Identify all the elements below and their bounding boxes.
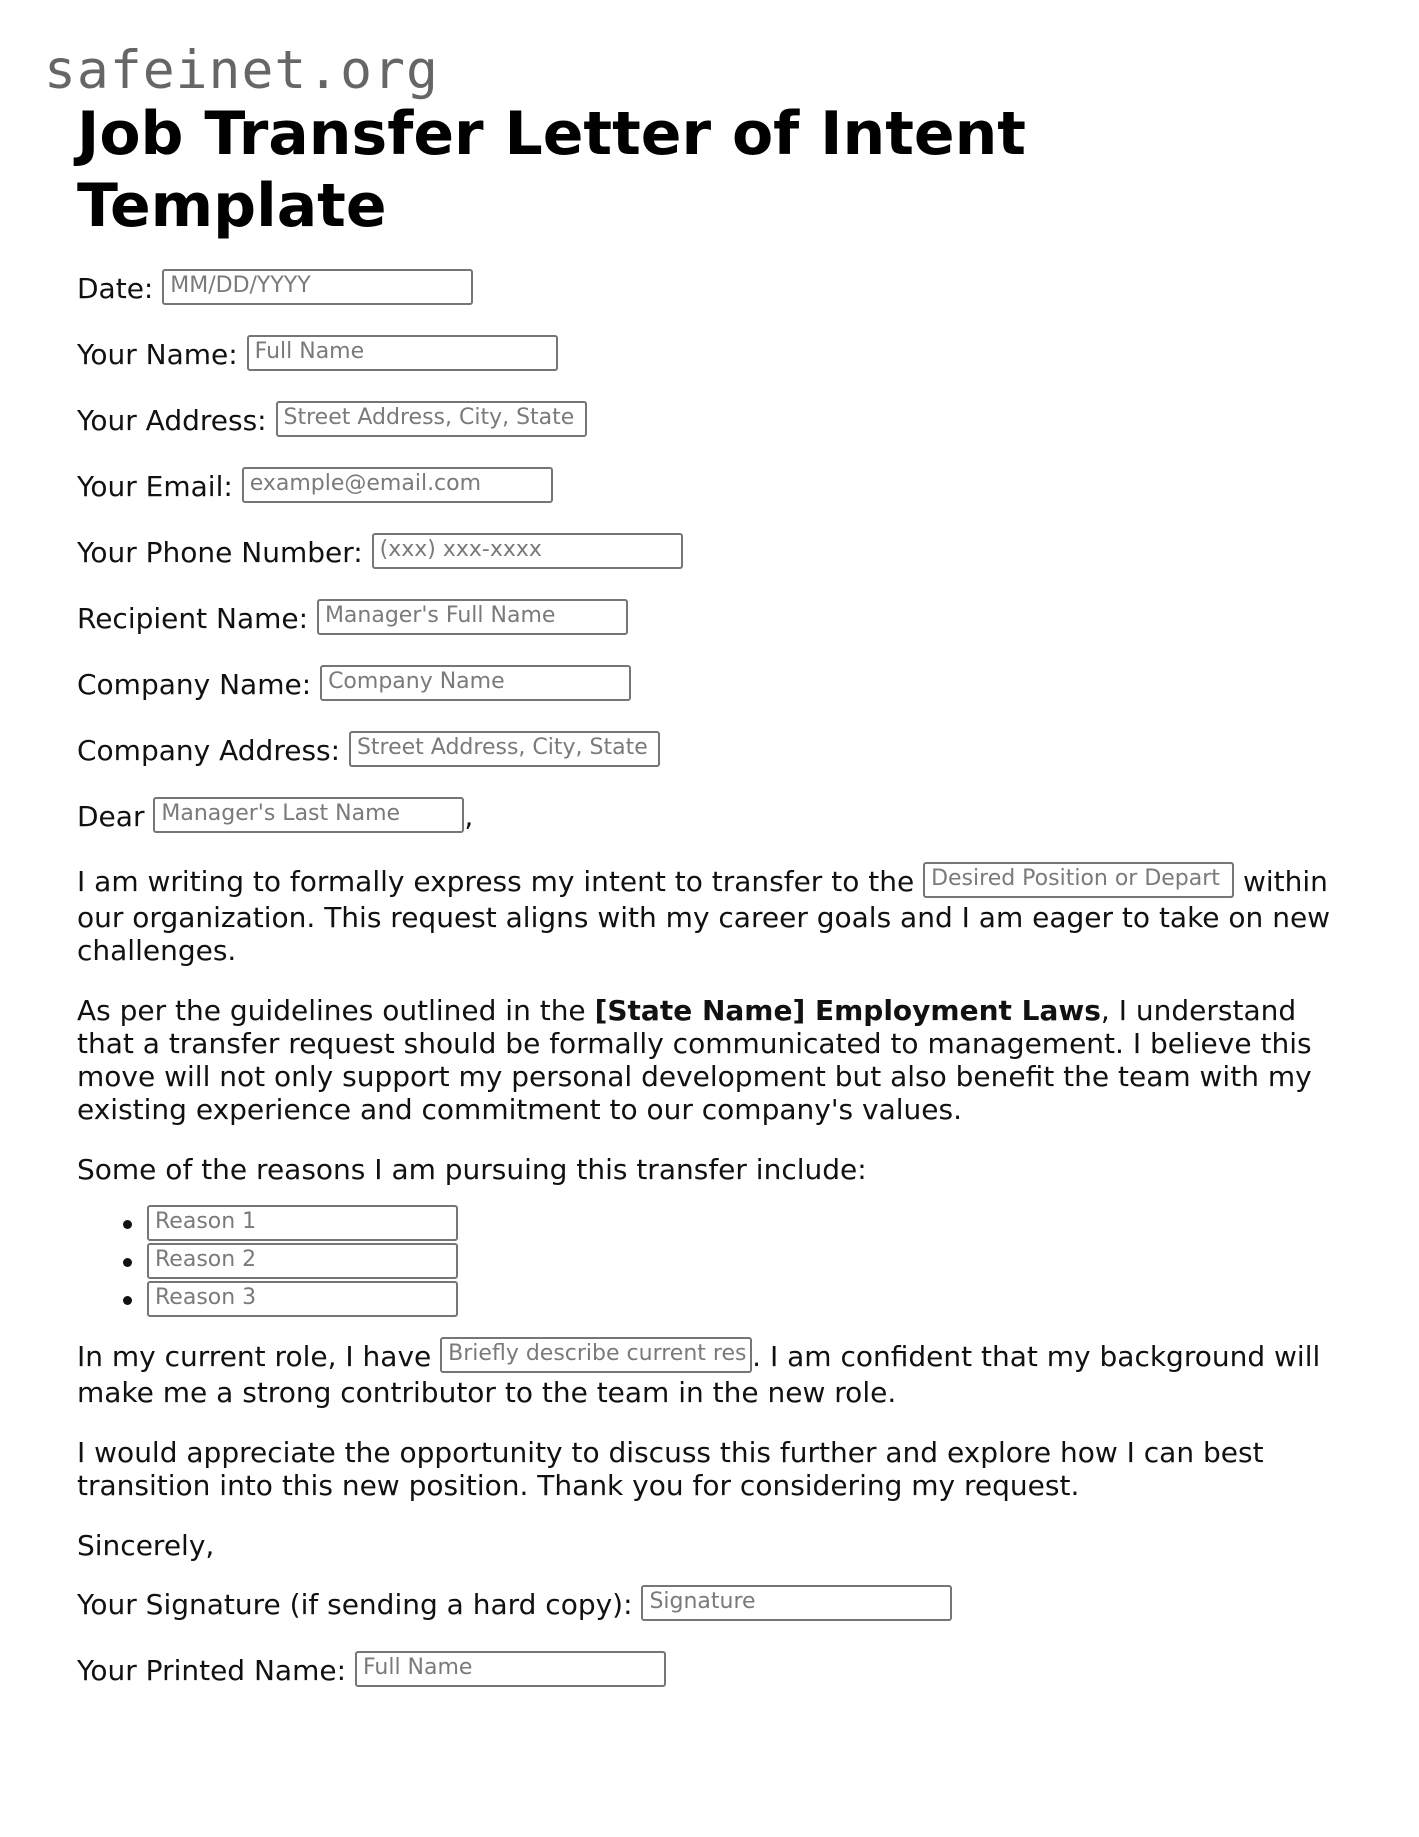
letter-page	[77, 98, 1347, 1690]
reasons-intro: Some of the reasons I am pursuing this transfer include:	[77, 1153, 867, 1186]
your-phone-row	[77, 536, 1347, 572]
company-name-row	[77, 668, 1347, 704]
page-title: Job Transfer Letter of Intent Template	[77, 99, 1026, 241]
your-address-row	[77, 404, 1347, 440]
date-label: Date:	[77, 272, 154, 305]
date-row	[77, 272, 1347, 308]
guidelines-text-before: As per the guidelines outlined in the	[77, 994, 586, 1027]
your-address-input[interactable]: Street Address, City, State	[276, 401, 587, 437]
your-name-input[interactable]: Full Name	[247, 335, 558, 371]
recipient-name-row	[77, 602, 1347, 638]
recipient-name-input[interactable]: Manager's Full Name	[317, 599, 628, 635]
company-address-label: Company Address:	[77, 734, 341, 767]
appreciation-paragraph: I would appreciate the opportunity to discuss this further and explore how I can best transition into this new position. Thank you for considering my request.	[77, 1436, 1264, 1502]
your-email-label: Your Email:	[77, 470, 233, 503]
reason-item	[147, 1205, 1347, 1243]
intent-text-before: I am writing to formally express my intent to transfer to the	[77, 865, 915, 898]
reason-2-input[interactable]: Reason 2	[147, 1243, 458, 1279]
company-name-label: Company Name:	[77, 668, 312, 701]
your-email-row	[77, 470, 1347, 506]
salutation-row	[77, 800, 1347, 836]
your-email-input[interactable]: example@email.com	[242, 467, 553, 503]
guidelines-paragraph	[77, 994, 1347, 1126]
state-laws-reference: [State Name] Employment Laws	[594, 994, 1101, 1027]
watermark: safeinet.org	[44, 40, 439, 101]
printed-name-input[interactable]: Full Name	[355, 1651, 666, 1687]
manager-last-name-input[interactable]: Manager's Last Name	[153, 797, 464, 833]
intent-paragraph	[77, 865, 1347, 967]
company-address-row	[77, 734, 1347, 770]
company-name-input[interactable]: Company Name	[320, 665, 631, 701]
current-responsibilities-input[interactable]: Briefly describe current res	[440, 1337, 752, 1373]
guidelines-text-after: , I understand that a transfer request should be formally communicated to management. I believe this move will not only support my personal development but also benefit the team with my existing experience and commitment to our company's values.	[77, 994, 1312, 1126]
current-role-paragraph	[77, 1340, 1347, 1409]
your-name-label: Your Name:	[77, 338, 238, 371]
date-input[interactable]: MM/DD/YYYY	[162, 269, 473, 305]
reasons-list	[77, 1205, 1347, 1319]
printed-name-row	[77, 1654, 1347, 1690]
current-role-text-before: In my current role, I have	[77, 1340, 432, 1373]
salutation-prefix: Dear	[77, 800, 145, 833]
current-role-text-after: . I am confident that my background will make me a strong contributor to the team in the new role.	[77, 1340, 1321, 1409]
your-address-label: Your Address:	[77, 404, 267, 437]
your-name-row	[77, 338, 1347, 374]
reason-3-input[interactable]: Reason 3	[147, 1281, 458, 1317]
your-phone-label: Your Phone Number:	[77, 536, 363, 569]
company-address-input[interactable]: Street Address, City, State	[349, 731, 660, 767]
recipient-name-label: Recipient Name:	[77, 602, 309, 635]
desired-position-input[interactable]: Desired Position or Depart	[923, 862, 1234, 898]
your-phone-input[interactable]: (xxx) xxx-xxxx	[372, 533, 683, 569]
printed-name-label: Your Printed Name:	[77, 1654, 347, 1687]
salutation-suffix: ,	[464, 800, 474, 833]
signature-row	[77, 1588, 1347, 1624]
signature-input[interactable]: Signature	[641, 1585, 952, 1621]
reason-item	[147, 1281, 1347, 1319]
closing: Sincerely,	[77, 1529, 215, 1562]
reason-item	[147, 1243, 1347, 1281]
reason-1-input[interactable]: Reason 1	[147, 1205, 458, 1241]
signature-label: Your Signature (if sending a hard copy):	[77, 1588, 633, 1621]
intent-text-after: within our organization. This request aligns with my career goals and I am eager to take on new challenges.	[77, 865, 1331, 967]
